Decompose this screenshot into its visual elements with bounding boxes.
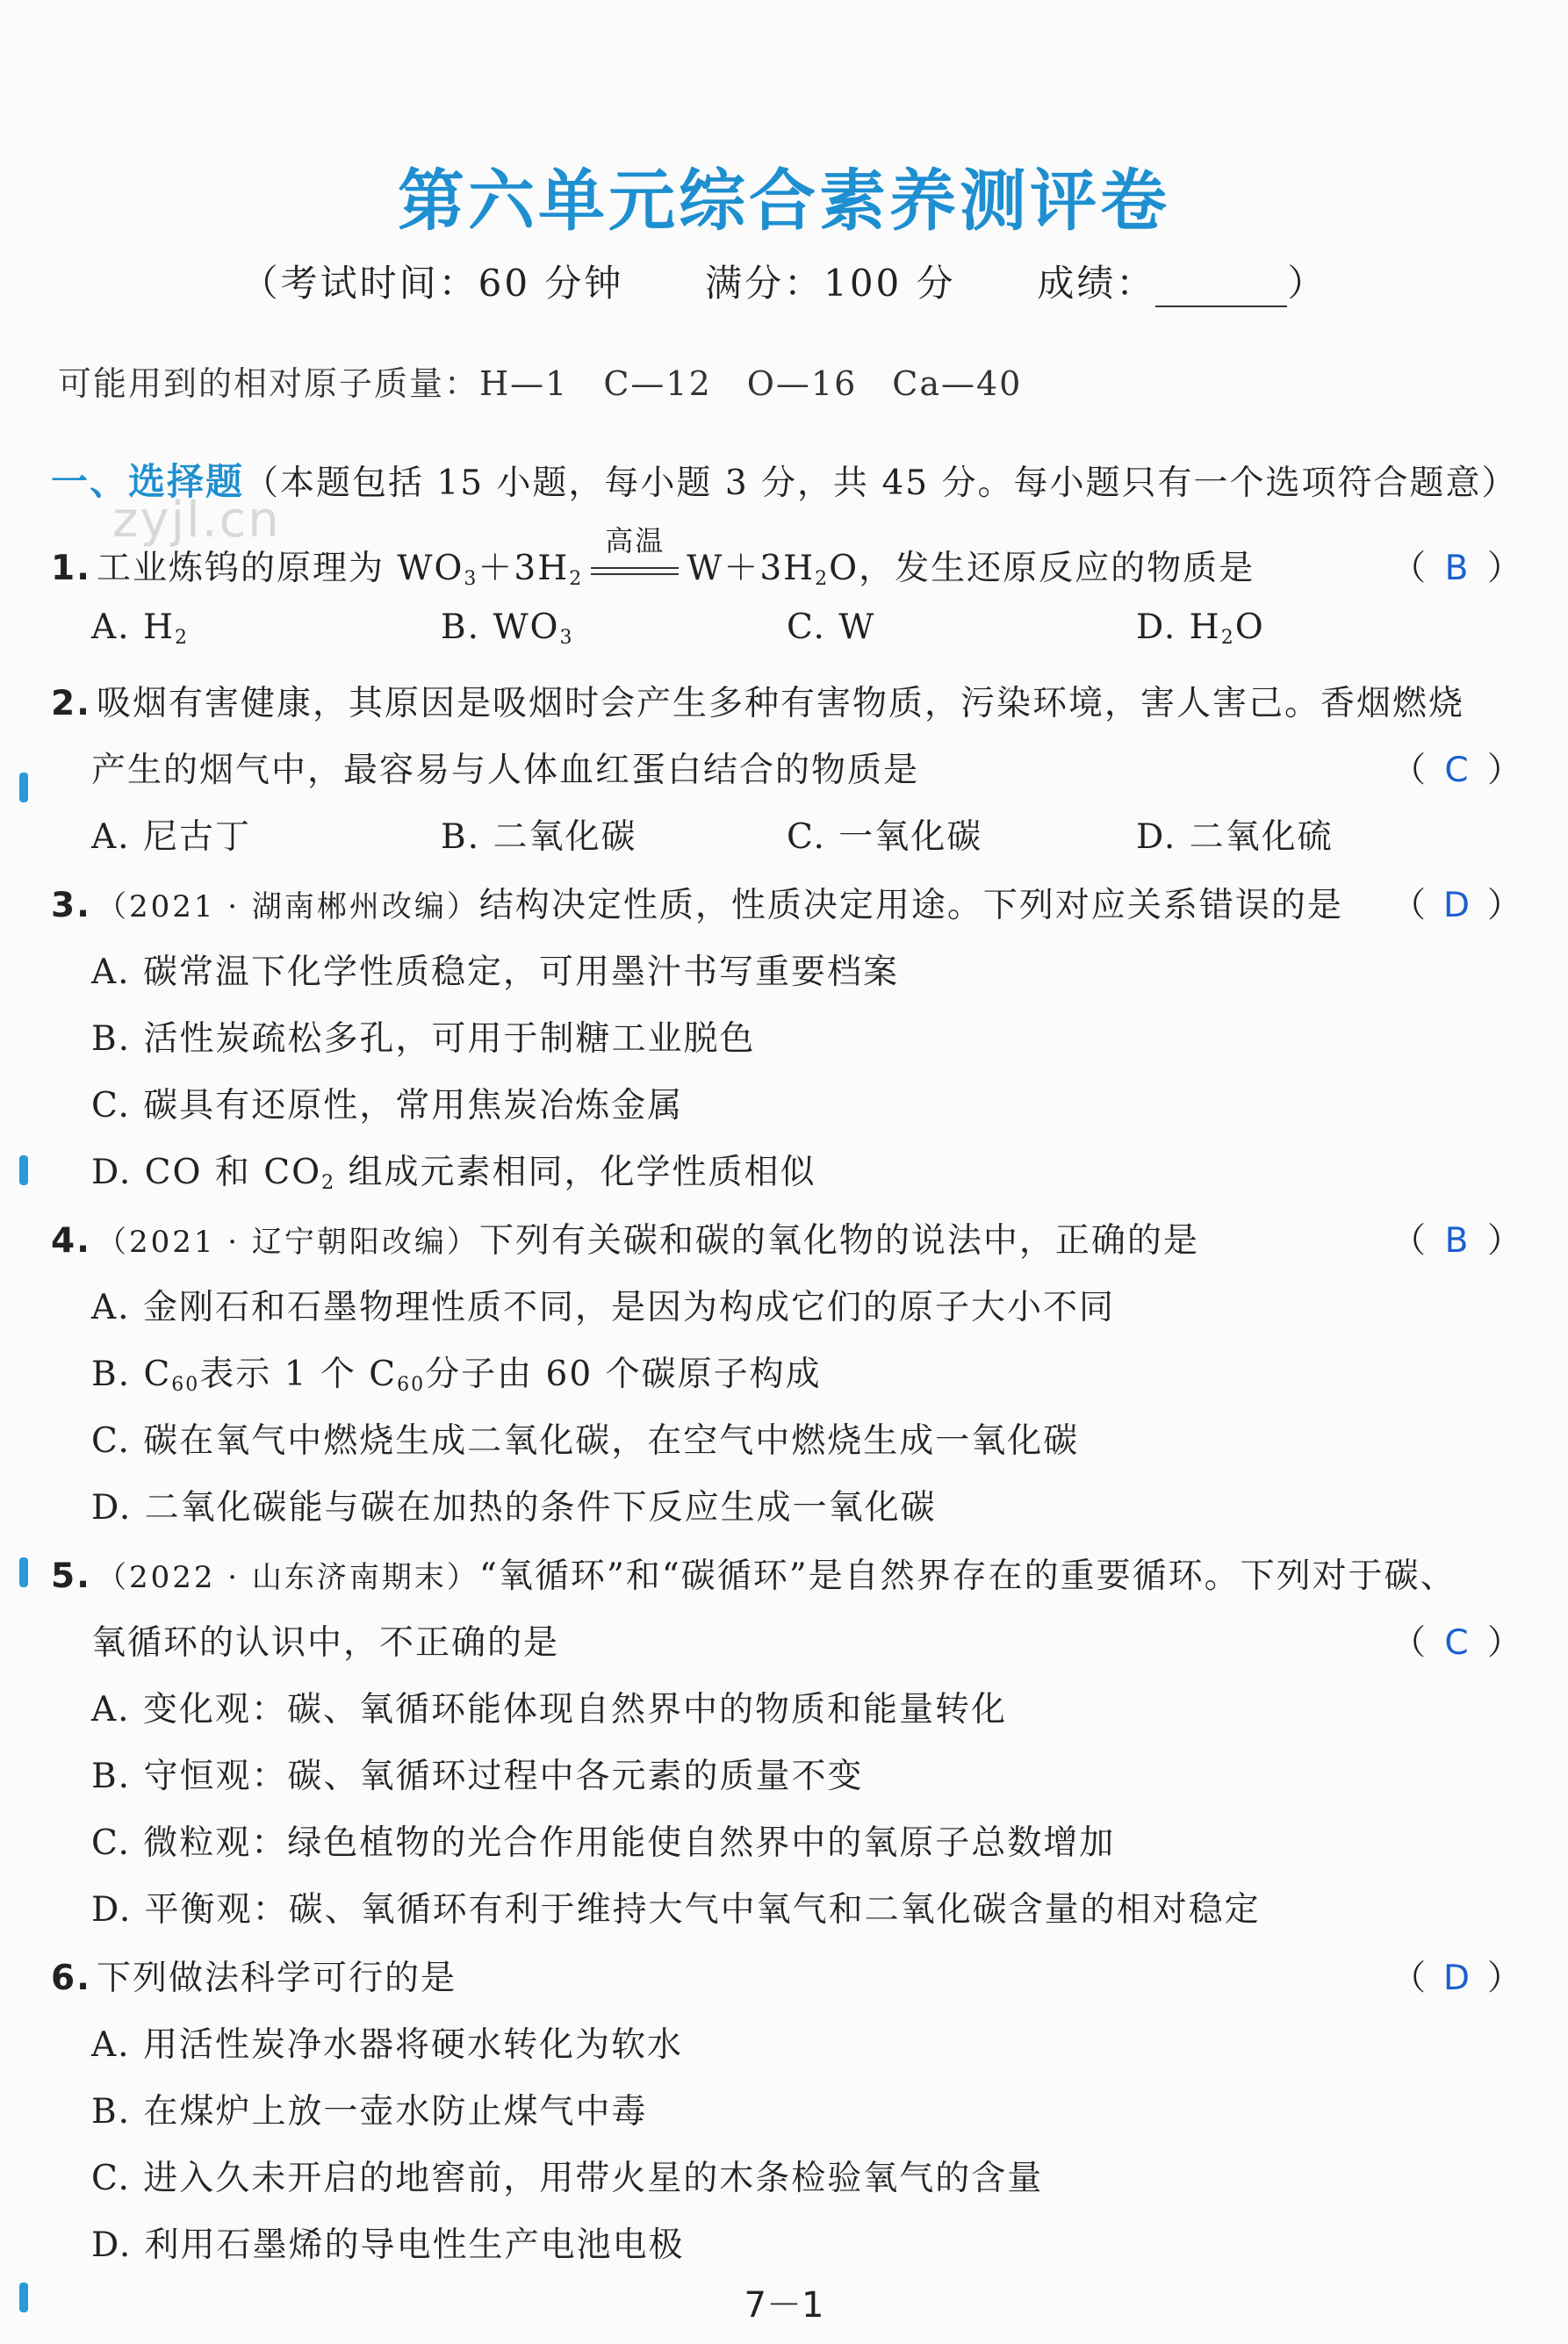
question-stem: 吸烟有害健康，其原因是吸烟时会产生多种有害物质，污染环境，害人害己。香烟燃烧 [96, 684, 1464, 723]
option-a: A. 用活性炭净水器将硬水转化为软水 [91, 2025, 683, 2065]
paren-close: ） [1487, 1959, 1522, 1998]
option-b [441, 608, 574, 649]
option-text: B. C [91, 1355, 172, 1394]
question-stem: 下列有关碳和碳的氧化物的说法中，正确的是 [478, 1221, 1199, 1261]
question-source: （2021 · 湖南郴州改编） [96, 889, 479, 924]
option-d: D. 二氧化硫 [1136, 817, 1334, 857]
option-c: C. 碳在氧气中燃烧生成二氧化碳，在空气中燃烧生成一氧化碳 [91, 1421, 1080, 1461]
edge-marker [19, 1557, 28, 1587]
reaction-arrow [591, 567, 679, 575]
question-2-cont: 产生的烟气中，最容易与人体血红蛋白结合的物质是 [91, 751, 920, 790]
question-5-cont: 氧循环的认识中，不正确的是 [91, 1623, 560, 1663]
option-d [91, 1145, 816, 1194]
section-title: 一、选择题 [51, 460, 245, 503]
exam-time: （考试时间：60 分钟 [241, 262, 624, 305]
question-stem: 结构决定性质，性质决定用途。下列对应关系错误的是 [478, 886, 1343, 925]
exam-info [0, 255, 1568, 307]
question-stem: “氧循环”和“碳循环”是自然界存在的重要循环。下列对于碳、 [478, 1557, 1457, 1596]
atomic-masses: 可能用到的相对原子质量：H—1 C—12 O—16 Ca—40 [58, 364, 1023, 403]
question-number: 2. [51, 684, 91, 723]
answer-letter: B [1444, 549, 1469, 588]
subscript: 60 [397, 1374, 426, 1396]
subscript: 2 [569, 568, 584, 590]
question-3 [51, 878, 1343, 927]
exam-grade-label: 成绩： [1037, 262, 1156, 305]
section-desc: （本题包括 15 小题，每小题 3 分，共 45 分。每小题只有一个选项符合题意） [244, 464, 1518, 503]
option-c: C. 进入久未开启的地窖前，用带火星的木条检验氧气的含量 [91, 2159, 1044, 2198]
page-title: 第六单元综合素养测评卷 [398, 162, 1170, 240]
answer-4 [1392, 1213, 1521, 1262]
subscript: 2 [1220, 627, 1235, 649]
subscript: 2 [174, 627, 189, 649]
option-text: 表示 1 个 C [199, 1355, 398, 1394]
answer-1 [1392, 541, 1521, 590]
reaction-condition [586, 524, 683, 588]
paren-open: （ [1392, 1221, 1427, 1261]
question-number: 4. [51, 1221, 91, 1261]
paren-close: ） [1487, 1221, 1522, 1261]
grade-blank [1155, 276, 1287, 307]
option-c: C. 碳具有还原性，常用焦炭冶炼金属 [91, 1086, 684, 1125]
question-number: 1. [51, 549, 91, 588]
exam-score: 满分：100 分 [705, 262, 956, 305]
question-source: （2021 · 辽宁朝阳改编） [96, 1225, 479, 1260]
paren-open: （ [1392, 751, 1427, 790]
option-a: A. 变化观：碳、氧循环能体现自然界中的物质和能量转化 [91, 1690, 1007, 1729]
watermark: zyjl.cn [112, 492, 281, 549]
question-stem: W＋3H [687, 549, 816, 588]
question-number: 3. [51, 886, 91, 925]
subscript: 3 [464, 568, 478, 590]
option-d: D. 二氧化碳能与碳在加热的条件下反应生成一氧化碳 [91, 1488, 937, 1528]
option-a: A. 金刚石和石墨物理性质不同，是因为构成它们的原子大小不同 [91, 1288, 1115, 1327]
option-b: B. 活性炭疏松多孔，可用于制糖工业脱色 [91, 1019, 756, 1059]
condition-label: 高温 [605, 524, 665, 557]
question-stem: ＋3H [478, 549, 570, 588]
question-stem: 下列做法科学可行的是 [96, 1959, 457, 1998]
option-b: B. 守恒观：碳、氧循环过程中各元素的质量不变 [91, 1757, 864, 1796]
question-2 [51, 676, 1464, 725]
option-text: B. WO [441, 608, 560, 647]
option-text: 组成元素相同，化学性质相似 [335, 1153, 816, 1192]
paren-open: （ [1392, 1959, 1427, 1998]
question-stem: 工业炼钨的原理为 WO [96, 549, 464, 588]
answer-letter: C [1444, 751, 1469, 790]
option-text: D. CO 和 CO [91, 1153, 322, 1192]
option-b: B. 二氧化碳 [441, 817, 637, 857]
question-4 [51, 1213, 1199, 1262]
option-c: C. 微粒观：绿色植物的光合作用能使自然界中的氧原子总数增加 [91, 1823, 1116, 1863]
question-source: （2022 · 山东济南期末） [96, 1560, 479, 1595]
answer-letter: B [1444, 1221, 1469, 1261]
subscript: 3 [559, 627, 574, 649]
option-c: C. 一氧化碳 [787, 817, 983, 857]
paren-close: ） [1487, 886, 1522, 925]
option-d: D. $H_2O$ [1136, 608, 1265, 649]
option-text: A. H [91, 608, 175, 647]
edge-marker [19, 773, 28, 802]
question-1 [51, 524, 1255, 590]
question-stem: O，发生还原反应的物质是 [829, 549, 1255, 588]
subscript: 2 [321, 1172, 336, 1194]
answer-letter: D [1443, 1959, 1471, 1998]
paren-close: ） [1487, 751, 1522, 790]
paren-open: （ [1392, 1623, 1427, 1663]
paren-open: （ [1392, 549, 1427, 588]
option-d: D. 利用石墨烯的导电性生产电池电极 [91, 2225, 685, 2265]
answer-2 [1392, 743, 1521, 792]
answer-3 [1392, 878, 1521, 927]
option-a: A. 碳常温下化学性质稳定，可用墨汁书写重要档案 [91, 953, 899, 992]
option-b [91, 1347, 822, 1396]
exam-info-close: ） [1287, 262, 1327, 305]
option-text: D. H [1136, 608, 1221, 647]
subscript: 2 [815, 568, 830, 590]
page-number: 7－1 [744, 2285, 824, 2326]
paren-close: ） [1487, 549, 1522, 588]
question-6 [51, 1951, 457, 2000]
subscript: 60 [171, 1374, 200, 1396]
answer-5 [1392, 1615, 1521, 1665]
answer-letter: D [1443, 886, 1471, 925]
question-number: 6. [51, 1959, 91, 1998]
question-number: 5. [51, 1557, 91, 1596]
option-a: A. 尼古丁 [91, 817, 251, 857]
paren-close: ） [1487, 1623, 1522, 1663]
answer-6 [1392, 1951, 1521, 2000]
question-5 [51, 1549, 1457, 1598]
option-d: D. 平衡观：碳、氧循环有利于维持大气中氧气和二氧化碳含量的相对稳定 [91, 1890, 1261, 1930]
option-text: 分子由 60 个碳原子构成 [425, 1355, 822, 1394]
answer-letter: C [1444, 1623, 1469, 1663]
option-a [91, 608, 189, 649]
option-b: B. 在煤炉上放一壶水防止煤气中毒 [91, 2092, 648, 2132]
edge-marker [19, 1155, 28, 1185]
paren-open: （ [1392, 886, 1427, 925]
option-c: C. W [787, 608, 876, 647]
